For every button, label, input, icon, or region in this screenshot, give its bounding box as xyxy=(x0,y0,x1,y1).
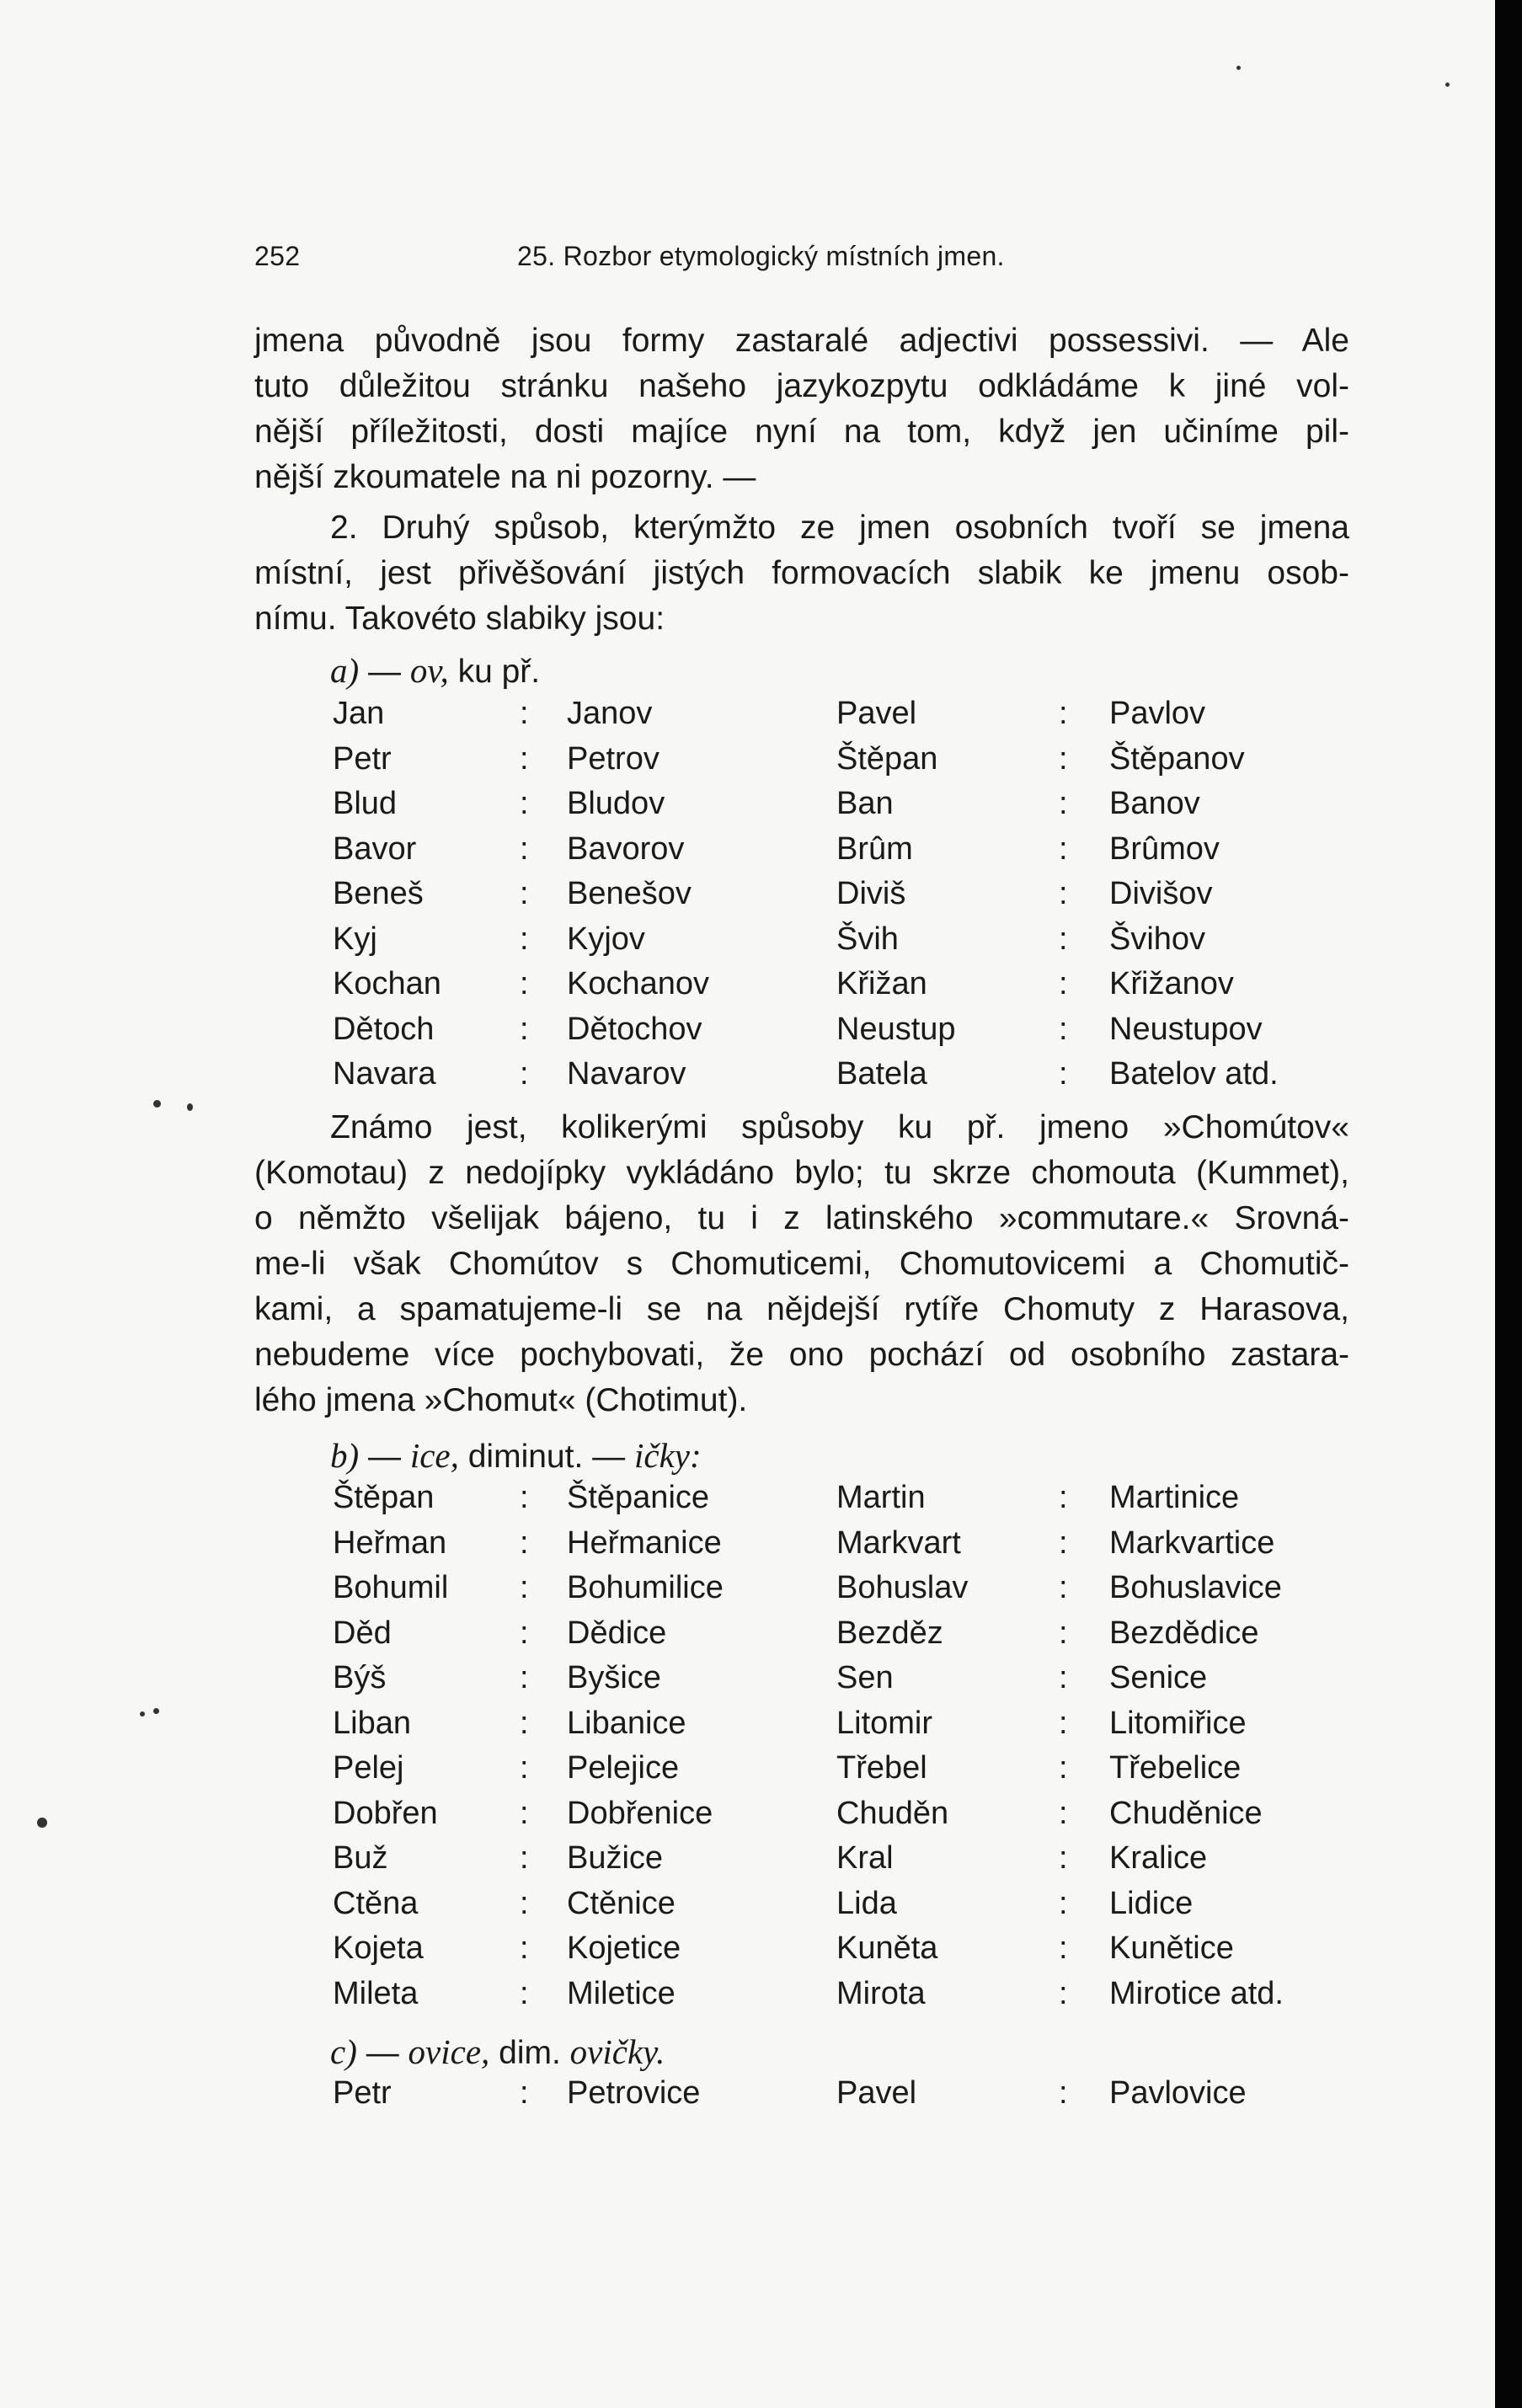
table-row xyxy=(333,741,1352,787)
separator-colon: : xyxy=(1059,1524,1068,1561)
place-name: Miletice xyxy=(567,1975,676,2011)
personal-name: Petr xyxy=(333,740,392,777)
personal-name: Markvart xyxy=(836,1524,961,1561)
place-name: Pelejice xyxy=(567,1750,680,1786)
separator-colon: : xyxy=(520,876,529,911)
scan-speck xyxy=(37,1818,47,1828)
place-name: Lidice xyxy=(1109,1885,1194,1921)
place-name: Benešov xyxy=(567,876,692,911)
table-row xyxy=(333,1750,1352,1796)
personal-name: Navara xyxy=(333,1056,436,1092)
personal-name: Dětoch xyxy=(333,1011,435,1047)
personal-name: Švih xyxy=(836,921,899,957)
personal-name: Mirota xyxy=(836,1975,926,2011)
personal-name: Blud xyxy=(333,786,398,821)
separator-colon: : xyxy=(520,786,529,821)
personal-name: Pavel xyxy=(836,2075,917,2111)
separator-colon: : xyxy=(520,1885,529,1921)
second-paragraph xyxy=(254,505,1349,642)
personal-name: Bohumil xyxy=(333,1570,449,1605)
personal-name: Kyj xyxy=(333,921,377,957)
personal-name: Heřman xyxy=(333,1524,447,1561)
personal-name: Jan xyxy=(333,696,385,731)
table-row xyxy=(333,1525,1352,1571)
separator-colon: : xyxy=(1059,1930,1068,1966)
personal-name: Buž xyxy=(333,1840,388,1876)
scan-speck xyxy=(153,1100,161,1108)
personal-name: Ban xyxy=(836,786,894,821)
table-row xyxy=(333,1660,1352,1706)
table-row xyxy=(333,1886,1352,1931)
place-name: Dětochov xyxy=(567,1011,702,1047)
section-b-table xyxy=(333,1480,1352,2021)
text-line: nější zkoumatele na ni pozorny. — xyxy=(254,459,756,495)
separator-colon: : xyxy=(520,1795,529,1831)
place-name: Senice xyxy=(1109,1660,1208,1695)
personal-name: Kojeta xyxy=(333,1930,424,1966)
text-line: me-li však Chomútov s Chomuticemi, Chomutovicemi a Chomutič- xyxy=(254,1246,1349,1282)
suffix: ice, xyxy=(409,1436,459,1475)
personal-name: Litomir xyxy=(836,1705,933,1741)
separator-colon: : xyxy=(520,740,529,777)
separator-colon: : xyxy=(520,1056,529,1092)
place-name: Markvartice xyxy=(1109,1524,1275,1561)
text-line: (Komotau) z nedojípky vykládáno bylo; tu skrze chomouta (Kummet), xyxy=(254,1155,1349,1191)
label-dash: — xyxy=(368,1439,401,1475)
text-line: Známo jest, kolikerými spůsoby ku př. jmeno »Chomútov« xyxy=(330,1109,1349,1145)
table-row xyxy=(333,1796,1352,1841)
separator-colon: : xyxy=(520,1011,529,1047)
table-row xyxy=(333,1976,1352,2021)
text-line: o němžto všelijak bájeno, tu i z latinského »commutare.« Srovná- xyxy=(254,1200,1349,1236)
suffix: ovice, xyxy=(408,2032,490,2071)
scan-speck xyxy=(153,1708,159,1714)
separator-colon: : xyxy=(520,966,529,1001)
place-name: Heřmanice xyxy=(567,1524,722,1561)
place-name: Křižanov xyxy=(1109,966,1234,1001)
separator-colon: : xyxy=(1059,1885,1068,1921)
place-name: Bohumilice xyxy=(567,1570,724,1605)
place-name: Kojetice xyxy=(567,1930,681,1966)
separator-colon: : xyxy=(1059,830,1068,867)
table-row xyxy=(333,1480,1352,1525)
personal-name: Kochan xyxy=(333,966,441,1001)
separator-colon: : xyxy=(1059,966,1068,1001)
separator-colon: : xyxy=(520,1480,529,1515)
personal-name: Chuděn xyxy=(836,1795,949,1831)
place-name: Bužice xyxy=(567,1840,664,1876)
personal-name: Sen xyxy=(836,1660,894,1695)
personal-name: Batela xyxy=(836,1056,927,1092)
personal-name: Býš xyxy=(333,1660,387,1695)
section-b-label xyxy=(330,1435,702,1476)
place-name: Třebelice xyxy=(1109,1750,1242,1786)
separator-colon: : xyxy=(1059,1011,1068,1047)
separator-colon: : xyxy=(1059,921,1068,957)
table-row xyxy=(333,1930,1352,1976)
table-row xyxy=(333,1840,1352,1886)
personal-name: Ctěna xyxy=(333,1885,419,1921)
table-row xyxy=(333,876,1352,921)
personal-name: Třebel xyxy=(836,1750,927,1786)
place-name: Neustupov xyxy=(1109,1011,1263,1047)
separator-colon: : xyxy=(1059,1750,1068,1786)
table-row xyxy=(333,1615,1352,1661)
suffix: ovičky. xyxy=(569,2032,665,2071)
place-name: Mirotice atd. xyxy=(1109,1975,1284,2011)
label-rest: ku př. xyxy=(457,654,541,690)
place-name: Banov xyxy=(1109,786,1200,821)
place-name: Kunětice xyxy=(1109,1930,1234,1966)
separator-colon: : xyxy=(1059,876,1068,911)
separator-colon: : xyxy=(520,1570,529,1605)
personal-name: Diviš xyxy=(836,876,906,911)
section-a-table xyxy=(333,696,1352,1102)
separator-colon: : xyxy=(520,1615,529,1651)
place-name: Brûmov xyxy=(1109,830,1220,867)
table-row xyxy=(333,921,1352,967)
place-name: Bludov xyxy=(567,786,665,821)
separator-colon: : xyxy=(520,830,529,867)
personal-name: Dobřen xyxy=(333,1795,438,1831)
place-name: Byšice xyxy=(567,1660,661,1695)
text-line: nebudeme více pochybovati, že ono pochází od osobního zastara- xyxy=(254,1337,1349,1373)
running-title: 25. Rozbor etymologický místních jmen. xyxy=(517,241,1005,271)
separator-colon: : xyxy=(1059,786,1068,821)
table-row xyxy=(333,1706,1352,1751)
separator-colon: : xyxy=(1059,2075,1068,2111)
separator-colon: : xyxy=(520,1840,529,1876)
place-name: Chuděnice xyxy=(1109,1795,1263,1831)
separator-colon: : xyxy=(520,1750,529,1786)
place-name: Petrov xyxy=(567,740,660,777)
place-name: Bavorov xyxy=(567,830,685,867)
separator-colon: : xyxy=(1059,1705,1068,1741)
suffix: ičky: xyxy=(633,1436,702,1475)
text-line: nímu. Takovéto slabiky jsou: xyxy=(254,601,665,637)
middle-paragraph xyxy=(254,1105,1349,1423)
personal-name: Štěpan xyxy=(836,740,938,777)
separator-colon: : xyxy=(520,1930,529,1966)
place-name: Bohuslavice xyxy=(1109,1570,1282,1605)
place-name: Švihov xyxy=(1109,921,1206,957)
text-line: 2. Druhý spůsob, kterýmžto ze jmen osobních tvoří se jmena xyxy=(330,510,1349,546)
personal-name: Křižan xyxy=(836,966,927,1001)
place-name: Libanice xyxy=(567,1705,686,1741)
place-name: Litomiřice xyxy=(1109,1705,1247,1741)
intro-paragraph xyxy=(254,318,1349,500)
table-row xyxy=(333,2075,1352,2121)
suffix: ov, xyxy=(409,651,449,690)
label-dash: — xyxy=(592,1439,626,1475)
personal-name: Mileta xyxy=(333,1975,419,2011)
scan-speck xyxy=(1236,66,1241,70)
personal-name: Pavel xyxy=(836,696,917,731)
separator-colon: : xyxy=(520,921,529,957)
label-rest: diminut. xyxy=(467,1439,584,1475)
table-row xyxy=(333,831,1352,877)
personal-name: Liban xyxy=(333,1705,411,1741)
place-name: Ctěnice xyxy=(567,1885,676,1921)
table-row xyxy=(333,696,1352,741)
text-line: tuto důležitou stránku našeho jazykozpytu odkládáme k jiné vol- xyxy=(254,368,1349,404)
separator-colon: : xyxy=(1059,1480,1068,1515)
label-rest: dim. xyxy=(499,2035,561,2071)
personal-name: Bezděz xyxy=(836,1615,943,1651)
place-name: Pavlovice xyxy=(1109,2075,1247,2111)
separator-colon: : xyxy=(1059,1056,1068,1092)
place-name: Batelov atd. xyxy=(1109,1056,1279,1092)
personal-name: Bohuslav xyxy=(836,1570,969,1605)
personal-name: Kral xyxy=(836,1840,894,1876)
text-line: kami, a spamatujeme-li se na nějdejší rytíře Chomuty z Harasova, xyxy=(254,1291,1349,1327)
place-name: Dobřenice xyxy=(567,1795,713,1831)
text-line: lého jmena »Chomut« (Chotimut). xyxy=(254,1382,748,1418)
separator-colon: : xyxy=(1059,1570,1068,1605)
separator-colon: : xyxy=(1059,1795,1068,1831)
scan-speck xyxy=(187,1103,193,1111)
separator-colon: : xyxy=(1059,696,1068,731)
separator-colon: : xyxy=(1059,740,1068,777)
place-name: Štěpanice xyxy=(567,1480,710,1515)
place-name: Divišov xyxy=(1109,876,1213,911)
scan-speck xyxy=(1445,83,1450,87)
place-name: Navarov xyxy=(567,1056,686,1092)
place-name: Štěpanov xyxy=(1109,740,1245,777)
scan-speck xyxy=(140,1711,145,1717)
personal-name: Bavor xyxy=(333,830,417,867)
place-name: Martinice xyxy=(1109,1480,1240,1515)
personal-name: Pelej xyxy=(333,1750,404,1786)
text-line: nější příležitosti, dosti majíce nyní na tom, když jen učiníme pil- xyxy=(254,414,1349,450)
text-line: místní, jest přivěšování jistých formovacích slabik ke jmenu osob- xyxy=(254,555,1349,591)
separator-colon: : xyxy=(520,2075,529,2111)
personal-name: Brûm xyxy=(836,830,913,867)
place-name: Janov xyxy=(567,696,653,731)
table-row xyxy=(333,1012,1352,1057)
separator-colon: : xyxy=(520,1975,529,2011)
personal-name: Děd xyxy=(333,1615,392,1651)
place-name: Bezdědice xyxy=(1109,1615,1259,1651)
text-line: jmena původně jsou formy zastaralé adjectivi possessivi. — Ale xyxy=(254,323,1349,359)
place-name: Kralice xyxy=(1109,1840,1208,1876)
place-name: Kochanov xyxy=(567,966,710,1001)
separator-colon: : xyxy=(1059,1975,1068,2011)
separator-colon: : xyxy=(1059,1660,1068,1695)
place-name: Petrovice xyxy=(567,2075,701,2111)
scan-edge xyxy=(1495,0,1522,2408)
section-letter: a) xyxy=(330,651,360,690)
section-a-label xyxy=(330,650,540,691)
place-name: Dědice xyxy=(567,1615,667,1651)
section-c-label xyxy=(330,2032,665,2072)
section-letter: b) xyxy=(330,1436,360,1475)
label-dash: — xyxy=(366,2035,399,2071)
separator-colon: : xyxy=(1059,1615,1068,1651)
personal-name: Neustup xyxy=(836,1011,956,1047)
section-c-table xyxy=(333,2075,1352,2121)
table-row xyxy=(333,1056,1352,1102)
personal-name: Beneš xyxy=(333,876,424,911)
personal-name: Kuněta xyxy=(836,1930,938,1966)
table-row xyxy=(333,1570,1352,1615)
personal-name: Štěpan xyxy=(333,1480,435,1515)
personal-name: Petr xyxy=(333,2075,392,2111)
separator-colon: : xyxy=(520,1524,529,1561)
page-number: 252 xyxy=(254,241,301,271)
place-name: Kyjov xyxy=(567,921,645,957)
separator-colon: : xyxy=(520,696,529,731)
table-row xyxy=(333,786,1352,831)
label-dash: — xyxy=(368,654,401,690)
table-row xyxy=(333,966,1352,1012)
section-letter: c) xyxy=(330,2032,357,2071)
personal-name: Lida xyxy=(836,1885,897,1921)
place-name: Pavlov xyxy=(1109,696,1206,731)
separator-colon: : xyxy=(520,1660,529,1695)
personal-name: Martin xyxy=(836,1480,926,1515)
separator-colon: : xyxy=(520,1705,529,1741)
separator-colon: : xyxy=(1059,1840,1068,1876)
